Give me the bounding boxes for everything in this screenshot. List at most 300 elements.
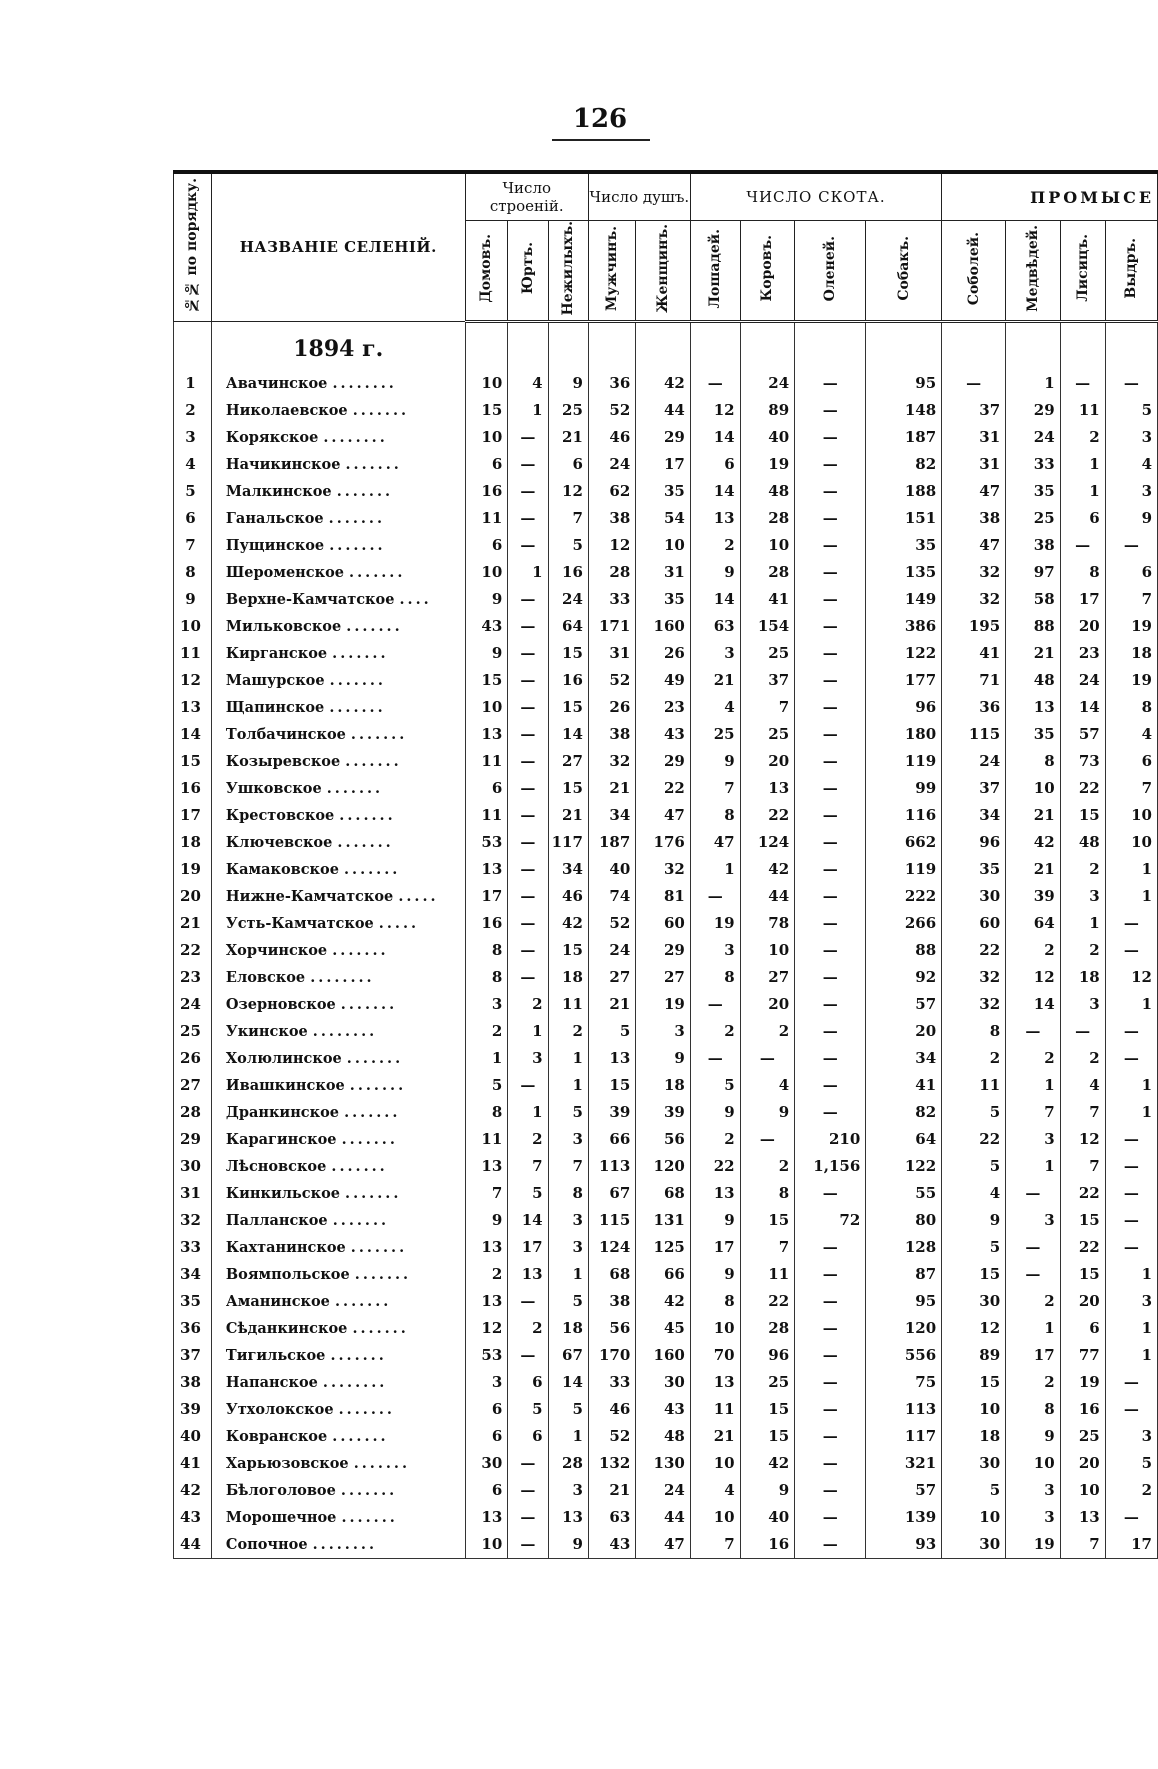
cell-otters: 5 bbox=[1105, 1450, 1157, 1477]
cell-cows: 28 bbox=[740, 1315, 795, 1342]
cell-yurts: — bbox=[508, 1504, 548, 1531]
cell-bears: 17 bbox=[1006, 1342, 1061, 1369]
cell-women: 44 bbox=[636, 397, 691, 424]
cell-yurts: 5 bbox=[508, 1180, 548, 1207]
cell-deer: — bbox=[795, 505, 866, 532]
cell-women: 39 bbox=[636, 1099, 691, 1126]
cell-uninhabited: 14 bbox=[548, 721, 588, 748]
cell-women: 18 bbox=[636, 1072, 691, 1099]
cell-houses: 5 bbox=[465, 1072, 508, 1099]
cell-dogs: 151 bbox=[866, 505, 942, 532]
cell-foxes: 23 bbox=[1060, 640, 1105, 667]
cell-uninhabited: 9 bbox=[548, 370, 588, 397]
cell-deer: 210 bbox=[795, 1126, 866, 1153]
cell-yurts: — bbox=[508, 532, 548, 559]
leader-dots: ....... bbox=[340, 1481, 398, 1499]
settlement-name bbox=[211, 1288, 465, 1315]
cell-cows: 78 bbox=[740, 910, 795, 937]
settlement-name-text: Щапинское bbox=[225, 698, 325, 716]
cell-houses: 6 bbox=[465, 1477, 508, 1504]
cell-deer: — bbox=[795, 370, 866, 397]
row-number: 16 bbox=[174, 775, 212, 802]
table-row bbox=[174, 1342, 1158, 1369]
cell-horses: 3 bbox=[690, 640, 740, 667]
settlement-name-text: Еловское bbox=[225, 968, 306, 986]
cell-deer: — bbox=[795, 802, 866, 829]
cell-sables: 32 bbox=[942, 964, 1006, 991]
cell-men: 39 bbox=[588, 1099, 635, 1126]
cell-deer: — bbox=[795, 1288, 866, 1315]
cell-cows: — bbox=[740, 1045, 795, 1072]
table-header bbox=[174, 172, 1158, 321]
cell-deer: — bbox=[795, 613, 866, 640]
cell-bears: 33 bbox=[1006, 451, 1061, 478]
cell-deer: — bbox=[795, 424, 866, 451]
leader-dots: ....... bbox=[341, 1130, 398, 1148]
cell-yurts: — bbox=[508, 1531, 548, 1559]
cell-dogs: 662 bbox=[866, 829, 942, 856]
cell-otters: 3 bbox=[1105, 1288, 1157, 1315]
cell-bears: — bbox=[1006, 1234, 1061, 1261]
settlement-name bbox=[211, 424, 465, 451]
cell-dogs: 556 bbox=[866, 1342, 942, 1369]
cell-deer: — bbox=[795, 829, 866, 856]
cell-men: 187 bbox=[588, 829, 635, 856]
cell-foxes: 7 bbox=[1060, 1153, 1105, 1180]
cell-men: 21 bbox=[588, 775, 635, 802]
cell-dogs: 96 bbox=[866, 694, 942, 721]
settlement-name-text: Бѣлоголовое bbox=[225, 1481, 336, 1499]
cell-foxes: 2 bbox=[1060, 424, 1105, 451]
cell-houses: 8 bbox=[465, 1099, 508, 1126]
header-sables: Соболей. bbox=[942, 221, 1006, 322]
cell-women: 10 bbox=[636, 532, 691, 559]
settlement-name bbox=[211, 532, 465, 559]
cell-horses: — bbox=[690, 1045, 740, 1072]
cell-uninhabited: 28 bbox=[548, 1450, 588, 1477]
cell-dogs: 386 bbox=[866, 613, 942, 640]
cell-horses: 14 bbox=[690, 424, 740, 451]
settlement-name bbox=[211, 1126, 465, 1153]
table-row bbox=[174, 1396, 1158, 1423]
cell-uninhabited: 1 bbox=[548, 1261, 588, 1288]
cell-cows: 20 bbox=[740, 991, 795, 1018]
cell-men: 170 bbox=[588, 1342, 635, 1369]
cell-yurts: 14 bbox=[508, 1207, 548, 1234]
row-number: 30 bbox=[174, 1153, 212, 1180]
cell-horses: 1 bbox=[690, 856, 740, 883]
cell-dogs: 187 bbox=[866, 424, 942, 451]
cell-bears: 14 bbox=[1006, 991, 1061, 1018]
cell-women: 49 bbox=[636, 667, 691, 694]
cell-uninhabited: 5 bbox=[548, 1288, 588, 1315]
table-row bbox=[174, 1099, 1158, 1126]
cell-horses: 13 bbox=[690, 1369, 740, 1396]
statistics-table-wrapper bbox=[173, 170, 1155, 1570]
cell-uninhabited: 5 bbox=[548, 532, 588, 559]
cell-yurts: — bbox=[508, 964, 548, 991]
table-row bbox=[174, 1180, 1158, 1207]
cell-cows: 42 bbox=[740, 1450, 795, 1477]
cell-yurts: — bbox=[508, 505, 548, 532]
cell-houses: 13 bbox=[465, 856, 508, 883]
cell-women: 31 bbox=[636, 559, 691, 586]
cell-dogs: 95 bbox=[866, 1288, 942, 1315]
cell-dogs: 117 bbox=[866, 1423, 942, 1450]
settlement-name bbox=[211, 937, 465, 964]
row-number: 25 bbox=[174, 1018, 212, 1045]
table-row bbox=[174, 1369, 1158, 1396]
cell-horses: 19 bbox=[690, 910, 740, 937]
cell-men: 40 bbox=[588, 856, 635, 883]
cell-deer: — bbox=[795, 883, 866, 910]
cell-women: 19 bbox=[636, 991, 691, 1018]
cell-sables: 36 bbox=[942, 694, 1006, 721]
cell-foxes: 22 bbox=[1060, 775, 1105, 802]
table-row bbox=[174, 613, 1158, 640]
leader-dots: ....... bbox=[329, 671, 386, 689]
row-number: 28 bbox=[174, 1099, 212, 1126]
cell-houses: 9 bbox=[465, 586, 508, 613]
cell-bears: — bbox=[1006, 1180, 1061, 1207]
row-number: 24 bbox=[174, 991, 212, 1018]
table-row bbox=[174, 964, 1158, 991]
cell-yurts: 6 bbox=[508, 1369, 548, 1396]
cell-dogs: 57 bbox=[866, 991, 942, 1018]
cell-houses: 6 bbox=[465, 532, 508, 559]
cell-yurts: — bbox=[508, 1342, 548, 1369]
cell-sables: 5 bbox=[942, 1234, 1006, 1261]
cell-foxes: 3 bbox=[1060, 991, 1105, 1018]
cell-men: 21 bbox=[588, 1477, 635, 1504]
cell-foxes: — bbox=[1060, 1018, 1105, 1045]
cell-bears: 1 bbox=[1006, 1315, 1061, 1342]
cell-cows: 15 bbox=[740, 1207, 795, 1234]
leader-dots: ....... bbox=[345, 752, 402, 770]
cell-sables: 37 bbox=[942, 775, 1006, 802]
header-yurts: Юртъ. bbox=[508, 221, 548, 322]
settlement-name-text: Утхолокское bbox=[225, 1400, 334, 1418]
cell-houses: 11 bbox=[465, 748, 508, 775]
cell-uninhabited: 16 bbox=[548, 667, 588, 694]
settlement-name bbox=[211, 910, 465, 937]
cell-men: 132 bbox=[588, 1450, 635, 1477]
cell-yurts: — bbox=[508, 424, 548, 451]
cell-otters: — bbox=[1105, 1126, 1157, 1153]
cell-houses: 16 bbox=[465, 910, 508, 937]
cell-cows: 40 bbox=[740, 1504, 795, 1531]
table-row bbox=[174, 1126, 1158, 1153]
cell-otters: 4 bbox=[1105, 721, 1157, 748]
settlement-name bbox=[211, 478, 465, 505]
cell-dogs: 87 bbox=[866, 1261, 942, 1288]
table-row bbox=[174, 1288, 1158, 1315]
table-row bbox=[174, 397, 1158, 424]
leader-dots: ....... bbox=[350, 725, 408, 743]
cell-bears: 3 bbox=[1006, 1504, 1061, 1531]
leader-dots: ....... bbox=[337, 833, 394, 851]
cell-cows: 10 bbox=[740, 532, 795, 559]
cell-uninhabited: 5 bbox=[548, 1099, 588, 1126]
cell-horses: 12 bbox=[690, 397, 740, 424]
cell-men: 43 bbox=[588, 1531, 635, 1559]
leader-dots: ........ bbox=[312, 1022, 378, 1040]
cell-otters: 5 bbox=[1105, 397, 1157, 424]
cell-dogs: 222 bbox=[866, 883, 942, 910]
cell-sables: 22 bbox=[942, 937, 1006, 964]
header-cows: Коровъ. bbox=[740, 221, 795, 322]
settlement-name bbox=[211, 964, 465, 991]
cell-otters: — bbox=[1105, 937, 1157, 964]
cell-foxes: 11 bbox=[1060, 397, 1105, 424]
cell-otters: 1 bbox=[1105, 1342, 1157, 1369]
cell-sables: 15 bbox=[942, 1369, 1006, 1396]
cell-houses: 8 bbox=[465, 937, 508, 964]
cell-deer: — bbox=[795, 964, 866, 991]
settlement-name-text: Мильковское bbox=[225, 617, 342, 635]
table-row bbox=[174, 586, 1158, 613]
cell-women: 3 bbox=[636, 1018, 691, 1045]
cell-women: 22 bbox=[636, 775, 691, 802]
cell-bears: 3 bbox=[1006, 1207, 1061, 1234]
cell-dogs: 88 bbox=[866, 937, 942, 964]
table-row bbox=[174, 505, 1158, 532]
settlement-name bbox=[211, 1531, 465, 1559]
cell-houses: 13 bbox=[465, 1153, 508, 1180]
cell-horses: 25 bbox=[690, 721, 740, 748]
leader-dots: ....... bbox=[353, 1454, 411, 1472]
settlement-name bbox=[211, 721, 465, 748]
cell-dogs: 122 bbox=[866, 1153, 942, 1180]
cell-horses: 63 bbox=[690, 613, 740, 640]
leader-dots: ........ bbox=[322, 1373, 388, 1391]
cell-deer: — bbox=[795, 1180, 866, 1207]
cell-horses: 13 bbox=[690, 505, 740, 532]
row-number: 18 bbox=[174, 829, 212, 856]
table-row bbox=[174, 721, 1158, 748]
leader-dots: ....... bbox=[346, 617, 403, 635]
cell-bears: 35 bbox=[1006, 478, 1061, 505]
cell-sables: 10 bbox=[942, 1504, 1006, 1531]
cell-horses: 10 bbox=[690, 1450, 740, 1477]
cell-men: 52 bbox=[588, 910, 635, 937]
cell-sables: 5 bbox=[942, 1153, 1006, 1180]
leader-dots: ........ bbox=[323, 428, 388, 446]
leader-dots: ....... bbox=[345, 455, 402, 473]
table-row bbox=[174, 424, 1158, 451]
cell-sables: 8 bbox=[942, 1018, 1006, 1045]
cell-deer: — bbox=[795, 1315, 866, 1342]
settlement-name-text: Крестовское bbox=[225, 806, 335, 824]
cell-men: 36 bbox=[588, 370, 635, 397]
cell-deer: — bbox=[795, 694, 866, 721]
cell-women: 27 bbox=[636, 964, 691, 991]
table-row bbox=[174, 1315, 1158, 1342]
cell-foxes: 15 bbox=[1060, 1261, 1105, 1288]
cell-women: 131 bbox=[636, 1207, 691, 1234]
cell-dogs: 119 bbox=[866, 748, 942, 775]
leader-dots: ....... bbox=[350, 1238, 408, 1256]
cell-men: 13 bbox=[588, 1045, 635, 1072]
cell-cows: 7 bbox=[740, 1234, 795, 1261]
settlement-name-text: Корякское bbox=[225, 428, 319, 446]
cell-bears: 19 bbox=[1006, 1531, 1061, 1559]
cell-cows: 37 bbox=[740, 667, 795, 694]
cell-men: 27 bbox=[588, 964, 635, 991]
settlement-name bbox=[211, 397, 465, 424]
cell-uninhabited: 21 bbox=[548, 424, 588, 451]
cell-yurts: 5 bbox=[508, 1396, 548, 1423]
cell-women: 160 bbox=[636, 613, 691, 640]
table-row bbox=[174, 1153, 1158, 1180]
settlement-name bbox=[211, 505, 465, 532]
cell-dogs: 41 bbox=[866, 1072, 942, 1099]
cell-women: 43 bbox=[636, 1396, 691, 1423]
cell-women: 47 bbox=[636, 802, 691, 829]
cell-uninhabited: 1 bbox=[548, 1423, 588, 1450]
cell-horses: 47 bbox=[690, 829, 740, 856]
cell-bears: 97 bbox=[1006, 559, 1061, 586]
cell-bears: 2 bbox=[1006, 937, 1061, 964]
cell-houses: 12 bbox=[465, 1315, 508, 1342]
cell-bears: 8 bbox=[1006, 1396, 1061, 1423]
cell-women: 54 bbox=[636, 505, 691, 532]
row-number: 36 bbox=[174, 1315, 212, 1342]
leader-dots: ....... bbox=[345, 1184, 402, 1202]
cell-sables: 4 bbox=[942, 1180, 1006, 1207]
cell-sables: 32 bbox=[942, 991, 1006, 1018]
settlement-name-text: Воямпольское bbox=[225, 1265, 350, 1283]
settlement-name-text: Палланское bbox=[225, 1211, 328, 1229]
cell-foxes: 1 bbox=[1060, 451, 1105, 478]
cell-bears: 8 bbox=[1006, 748, 1061, 775]
table-row bbox=[174, 559, 1158, 586]
header-index: №№ по порядку. bbox=[174, 172, 212, 321]
cell-deer: — bbox=[795, 1504, 866, 1531]
cell-cows: 25 bbox=[740, 1369, 795, 1396]
row-number: 9 bbox=[174, 586, 212, 613]
cell-cows: 40 bbox=[740, 424, 795, 451]
cell-uninhabited: 14 bbox=[548, 1369, 588, 1396]
row-number: 33 bbox=[174, 1234, 212, 1261]
cell-yurts: — bbox=[508, 748, 548, 775]
settlement-name-text: Дранкинское bbox=[225, 1103, 339, 1121]
cell-cows: 11 bbox=[740, 1261, 795, 1288]
cell-men: 52 bbox=[588, 1423, 635, 1450]
settlement-name-text: Озерновское bbox=[225, 995, 336, 1013]
cell-women: 56 bbox=[636, 1126, 691, 1153]
table-row bbox=[174, 883, 1158, 910]
cell-women: 35 bbox=[636, 586, 691, 613]
table-row bbox=[174, 775, 1158, 802]
settlement-name bbox=[211, 802, 465, 829]
settlement-name-text: Морошечное bbox=[225, 1508, 337, 1526]
cell-horses: 8 bbox=[690, 802, 740, 829]
cell-men: 63 bbox=[588, 1504, 635, 1531]
cell-horses: — bbox=[690, 370, 740, 397]
leader-dots: ....... bbox=[336, 482, 394, 500]
cell-men: 21 bbox=[588, 991, 635, 1018]
row-number: 3 bbox=[174, 424, 212, 451]
cell-houses: 15 bbox=[465, 667, 508, 694]
cell-bears: 42 bbox=[1006, 829, 1061, 856]
cell-cows: 44 bbox=[740, 883, 795, 910]
cell-women: 120 bbox=[636, 1153, 691, 1180]
cell-otters: 1 bbox=[1105, 883, 1157, 910]
cell-sables: 9 bbox=[942, 1207, 1006, 1234]
cell-foxes: 2 bbox=[1060, 1045, 1105, 1072]
cell-foxes: 20 bbox=[1060, 1450, 1105, 1477]
cell-sables: 31 bbox=[942, 451, 1006, 478]
table-row bbox=[174, 1423, 1158, 1450]
cell-uninhabited: 25 bbox=[548, 397, 588, 424]
cell-cows: 27 bbox=[740, 964, 795, 991]
cell-houses: 13 bbox=[465, 1288, 508, 1315]
cell-sables: 10 bbox=[942, 1396, 1006, 1423]
cell-houses: 16 bbox=[465, 478, 508, 505]
cell-bears: 10 bbox=[1006, 1450, 1061, 1477]
cell-dogs: 149 bbox=[866, 586, 942, 613]
cell-men: 28 bbox=[588, 559, 635, 586]
settlement-name-text: Николаевское bbox=[225, 401, 348, 419]
cell-uninhabited: 2 bbox=[548, 1018, 588, 1045]
cell-yurts: — bbox=[508, 1477, 548, 1504]
cell-sables: 18 bbox=[942, 1423, 1006, 1450]
cell-deer: — bbox=[795, 1018, 866, 1045]
cell-houses: 53 bbox=[465, 829, 508, 856]
row-number: 2 bbox=[174, 397, 212, 424]
cell-foxes: 8 bbox=[1060, 559, 1105, 586]
cell-dogs: 64 bbox=[866, 1126, 942, 1153]
cell-men: 67 bbox=[588, 1180, 635, 1207]
cell-men: 52 bbox=[588, 667, 635, 694]
cell-horses: 21 bbox=[690, 667, 740, 694]
settlement-name bbox=[211, 1045, 465, 1072]
cell-dogs: 92 bbox=[866, 964, 942, 991]
cell-sables: 30 bbox=[942, 1288, 1006, 1315]
cell-bears: 1 bbox=[1006, 370, 1061, 397]
row-number: 19 bbox=[174, 856, 212, 883]
row-number: 31 bbox=[174, 1180, 212, 1207]
cell-yurts: — bbox=[508, 667, 548, 694]
cell-dogs: 122 bbox=[866, 640, 942, 667]
header-deer: Оленей. bbox=[795, 221, 866, 322]
cell-deer: — bbox=[795, 478, 866, 505]
settlement-name bbox=[211, 559, 465, 586]
cell-bears: 29 bbox=[1006, 397, 1061, 424]
row-number: 35 bbox=[174, 1288, 212, 1315]
settlement-name bbox=[211, 1099, 465, 1126]
cell-uninhabited: 8 bbox=[548, 1180, 588, 1207]
cell-otters: 19 bbox=[1105, 667, 1157, 694]
leader-dots: .... bbox=[399, 590, 432, 608]
cell-horses: 8 bbox=[690, 1288, 740, 1315]
cell-bears: 3 bbox=[1006, 1126, 1061, 1153]
cell-cows: 22 bbox=[740, 1288, 795, 1315]
cell-bears: 3 bbox=[1006, 1477, 1061, 1504]
cell-dogs: 113 bbox=[866, 1396, 942, 1423]
cell-horses: 21 bbox=[690, 1423, 740, 1450]
cell-dogs: 75 bbox=[866, 1369, 942, 1396]
row-number: 26 bbox=[174, 1045, 212, 1072]
cell-men: 5 bbox=[588, 1018, 635, 1045]
header-houses: Домовъ. bbox=[465, 221, 508, 322]
cell-horses: 4 bbox=[690, 1477, 740, 1504]
settlement-name bbox=[211, 1207, 465, 1234]
cell-cows: 22 bbox=[740, 802, 795, 829]
leader-dots: ..... bbox=[398, 887, 439, 905]
table-row bbox=[174, 802, 1158, 829]
